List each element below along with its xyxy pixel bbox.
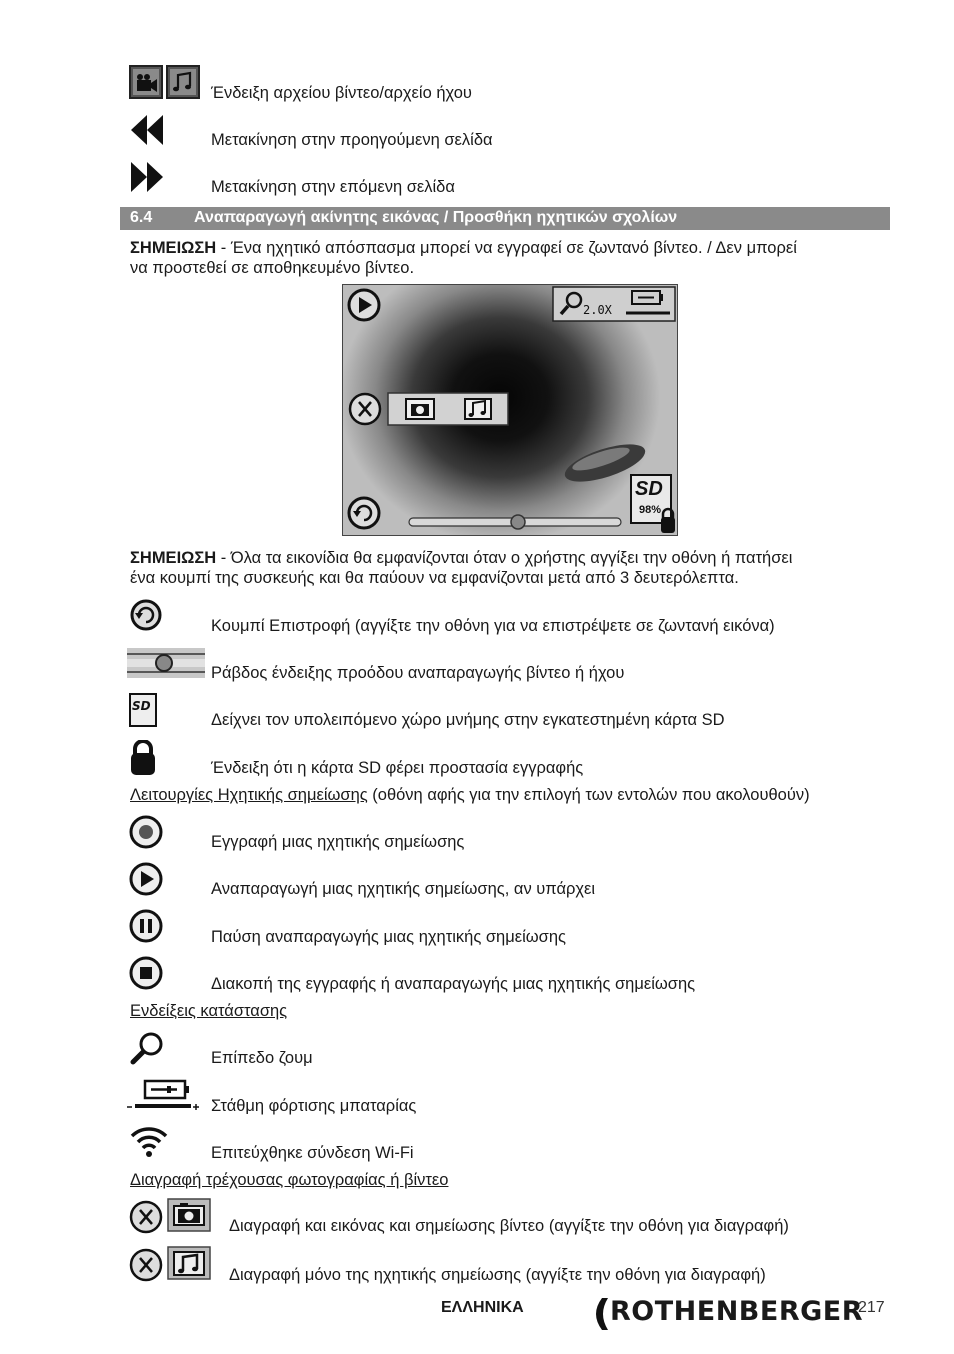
video-file-icon [129,65,163,99]
row-text: Επιτεύχθηκε σύνδεση Wi-Fi [211,1144,414,1162]
status-heading: Ενδείξεις κατάστασης [130,1002,288,1020]
row-text: Ένδειξη αρχείου βίντεο/αρχείο ήχου [211,84,472,102]
zoom-level: 2.0X [583,303,612,317]
note-text: - Ένα ηχητικό απόσπασμα μπορεί να εγγραφεί σε ζωντανό βίντεο. / Δεν μπορεί [216,239,797,257]
battery-icon [127,1078,201,1114]
stop-icon [129,956,163,990]
play-icon [129,862,163,896]
music-note-icon [465,399,491,419]
audio-functions-heading [130,785,810,805]
fast-forward-icon [129,160,165,194]
progress-bar-icon [127,646,205,680]
lock-icon [129,740,157,776]
delete-icon [350,394,380,424]
return-icon [129,598,163,632]
music-note-icon [167,1246,211,1280]
rewind-icon [129,113,165,147]
return-button-icon [349,498,379,528]
language-label: ΕΛΛΗΝΙΚΑ [441,1299,524,1316]
row-text: Επίπεδο ζουμ [211,1049,313,1067]
row-text: Μετακίνηση στην προηγούμενη σελίδα [211,131,493,149]
note-1 [130,238,890,278]
sd-card-icon [129,693,157,727]
note-text: - Όλα τα εικονίδια θα εμφανίζονται όταν ο χρήστης αγγίξει την οθόνη ή πατήσει [216,549,793,567]
note-label: ΣΗΜΕΙΩΣΗ [130,549,217,567]
row-text: Δείχνει τον υπολειπόμενο χώρο μνήμης στην εγκατεστημένη κάρτα SD [211,711,725,729]
note-text: ένα κουμπί της συσκευής και θα παύουν να εμφανίζονται μετά από 3 δευτερόλεπτα. [130,569,739,587]
section-title: Αναπαραγωγή ακίνητης εικόνας / Προσθήκη ηχητικών σχολίων [194,209,678,226]
heading-underlined: Λειτουργίες Ηχητικής σημείωσης [130,786,368,804]
delete-icon [129,1248,163,1282]
sd-percent: 98% [639,504,662,516]
note-2 [130,548,890,588]
delete-heading: Διαγραφή τρέχουσας φωτογραφίας ή βίντεο [130,1171,449,1189]
row-text: Μετακίνηση στην επόμενη σελίδα [211,178,455,196]
heading-rest: (οθόνη αφής για την επιλογή των εντολών που ακολουθούν) [367,786,810,804]
record-icon [129,815,163,849]
sd-label: SD [635,478,663,500]
camera-icon [167,1198,211,1232]
row-text: Ένδειξη ότι η κάρτα SD φέρει προστασία εγγραφής [211,759,584,777]
camera-icon [406,399,434,419]
delete-icon [129,1200,163,1234]
row-text: Αναπαραγωγή μιας ηχητικής σημείωσης, αν υπάρχει [211,880,596,898]
row-text: Εγγραφή μιας ηχητικής σημείωσης [211,833,465,851]
row-text: Στάθμη φόρτισης μπαταρίας [211,1097,417,1115]
brand-logo: ROTHENBERGER [610,1296,864,1327]
wifi-icon [129,1125,169,1159]
row-text: Κουμπί Επιστροφή (αγγίξτε την οθόνη για να επιστρέψετε σε ζωντανή εικόνα) [211,617,775,635]
row-text: Ράβδος ένδειξης προόδου αναπαραγωγής βίντεο ή ήχου [211,664,625,682]
section-heading [120,207,890,230]
note-text: να προστεθεί σε αποθηκευμένο βίντεο. [130,259,415,277]
page-number: 217 [858,1299,885,1316]
row-text: Διακοπή της εγγραφής ή αναπαραγωγής μιας ηχητικής σημείωσης [211,975,696,993]
section-number: 6.4 [130,209,153,226]
device-screen-illustration [342,284,678,536]
brand-swoosh-icon [588,1296,610,1334]
audio-file-icon [166,65,200,99]
row-text: Διαγραφή μόνο της ηχητικής σημείωσης (αγγίξτε την οθόνη για διαγραφή) [229,1266,766,1284]
row-text: Διαγραφή και εικόνας και σημείωσης βίντεο (αγγίξτε την οθόνη για διαγραφή) [229,1217,789,1235]
pause-icon [129,909,163,943]
zoom-icon [129,1031,165,1065]
svg-text:SD: SD [132,699,151,713]
note-label: ΣΗΜΕΙΩΣΗ [130,239,217,257]
row-text: Παύση αναπαραγωγής μιας ηχητικής σημείωσης [211,928,566,946]
play-button-icon [349,290,379,320]
progress-bar [409,515,621,529]
